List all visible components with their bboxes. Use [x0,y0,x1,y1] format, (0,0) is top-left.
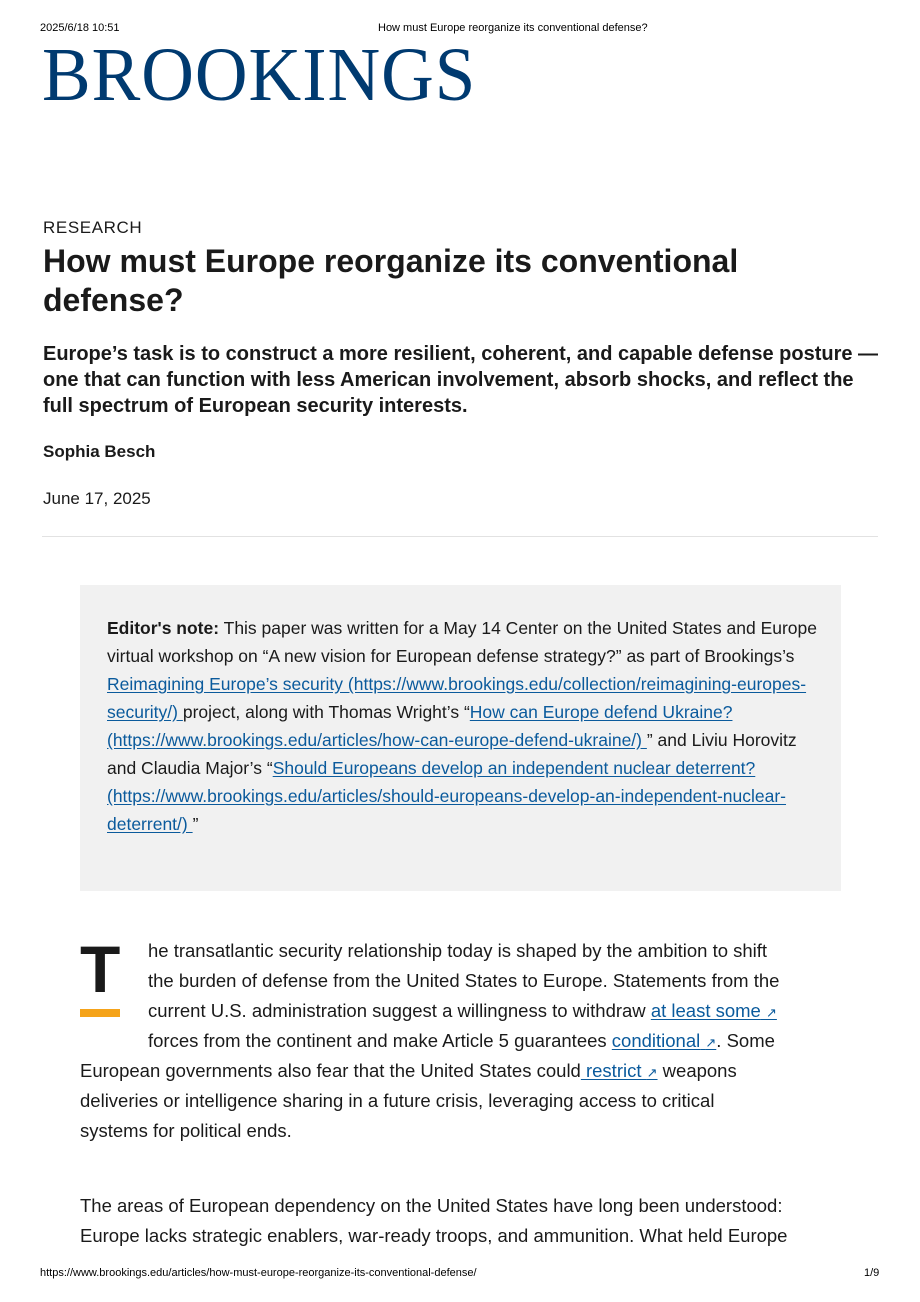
at-least-some-link-text[interactable]: at least some [650,1000,761,1021]
body-line-2: the burden of defense from the United States to Europe. Statements from the [148,970,780,991]
restrict-link[interactable] [581,1060,658,1081]
conditional-link[interactable] [612,1030,717,1051]
body-line-5-tail: weapons [657,1060,737,1081]
nuclear-deterrent-link[interactable]: Should Europeans develop an independent nuclear deterrent? (https://www.brookings.edu/articles/should-europeans-develop-an-independent-nuclear-deterrent/) [107,758,787,834]
divider [42,536,878,537]
at-least-some-link[interactable] [651,1000,777,1021]
print-page-title: How must Europe reorganize its conventional defense? [378,22,648,34]
article-category[interactable]: RESEARCH [43,218,143,237]
print-url: https://www.brookings.edu/articles/how-must-europe-reorganize-its-conventional-defense/ [40,1267,477,1279]
print-page-number: 1/9 [864,1267,880,1279]
body-line-5-text: European governments also fear that the United States could [80,1060,581,1081]
page-title: How must Europe reorganize its conventional defense? [43,243,739,318]
defend-ukraine-link[interactable]: How can Europe defend Ukraine? (https://www.brookings.edu/articles/how-can-europe-defend-ukraine/) [107,702,733,750]
print-datetime: 2025/6/18 10:51 [40,22,120,34]
drop-cap: T [80,932,121,1006]
note-text-4: ” [192,814,199,834]
editors-note-label: Editor's note: [107,618,220,638]
body-line-4 [148,1026,775,1058]
body-line-3 [148,996,777,1028]
body-p2-line-2: Europe lacks strategic enablers, war-ready troops, and ammunition. What held Europe [80,1225,788,1246]
reimagining-europes-security-link[interactable]: Reimagining Europe’s security (https://www.brookings.edu/collection/reimagining-europes-security/) [107,674,807,722]
note-text-3: ” and Liviu Horovitz and Claudia Major’s “ [107,730,797,778]
body-line-4-text: forces from the continent and make Article 5 guarantees [148,1030,612,1051]
external-link-icon: ↗ [705,1035,717,1050]
drop-cap-accent-bar [80,1009,120,1017]
note-text-2: project, along with Thomas Wright’s “ [182,702,470,722]
author-link[interactable]: Sophia Besch [43,442,156,461]
conditional-link-text[interactable]: conditional [611,1030,701,1051]
restrict-link-text[interactable]: restrict [580,1060,642,1081]
publish-date: June 17, 2025 [43,489,151,508]
body-line-3-text: current U.S. administration suggest a willingness to withdraw [148,1000,651,1021]
editors-note-box [80,585,841,891]
body-p2-line-1: The areas of European dependency on the United States have long been understood: [80,1195,783,1216]
external-link-icon: ↗ [765,1005,777,1020]
body-line-1: he transatlantic security relationship today is shaped by the ambition to shift [148,940,768,961]
external-link-icon: ↗ [646,1065,658,1080]
body-line-5 [80,1056,737,1088]
note-text-1: This paper was written for a May 14 Center on the United States and Europe virtual workshop on “A new vision for European defense strategy?” as part of Brookings’s [107,618,818,666]
body-line-7: systems for political ends. [80,1120,292,1141]
editors-note-text [107,614,822,838]
body-line-6: deliveries or intelligence sharing in a future crisis, leveraging access to critical [80,1090,715,1111]
brookings-logo[interactable]: BROOKINGS [42,33,477,117]
article-subtitle: Europe’s task is to construct a more resilient, coherent, and capable defense posture —one that can function with less American involvement, absorb shocks, and reflect the full spectrum of European security interests. [43,343,879,417]
body-line-4-tail: . Some [716,1030,775,1051]
